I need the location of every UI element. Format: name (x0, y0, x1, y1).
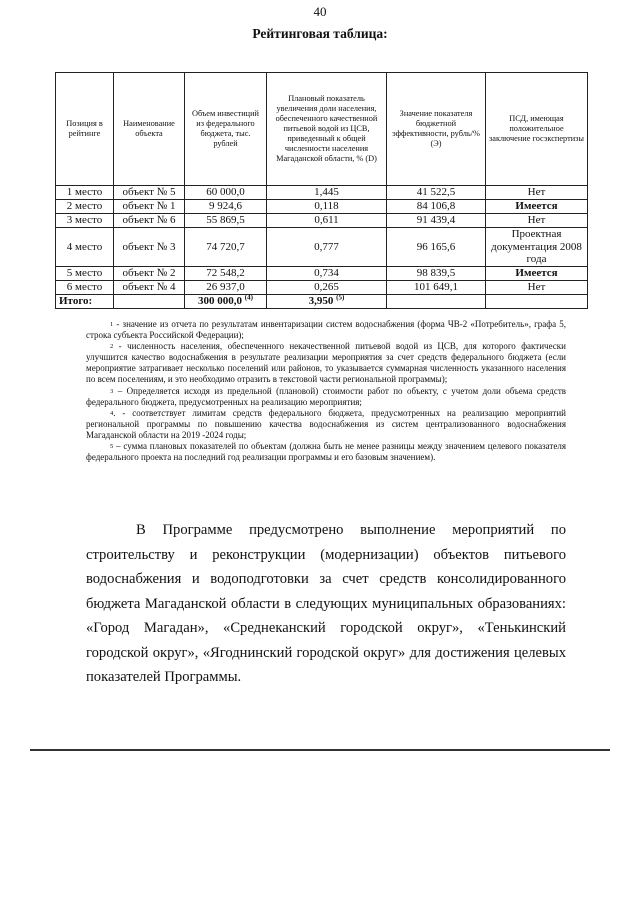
cell-indicator: 0,611 (267, 214, 387, 228)
header-psd: ПСД, имеющая положительное заключение госэкспертизы (486, 73, 588, 186)
footnote-number: 5 (110, 443, 114, 451)
cell-investment: 72 548,2 (185, 267, 267, 281)
total-indicator (267, 295, 387, 309)
table-row (56, 281, 588, 295)
cell-object: объект № 3 (114, 228, 185, 267)
footnote (86, 341, 566, 385)
cell-position: 1 место (56, 186, 114, 200)
footnote-text: - численность населения, обеспеченного некачественной питьевой водой из ЦСВ, для которого фактически улучшится качество водоснабжения в результате реализации мероприятия за счет средств федерального бюджета (если мероприятие затрагивает несколько поселений или районов, то указывается суммарная численность указанного населения по всем поселениям, и это необходимо отразить в текстовой части региональной программы); (86, 341, 566, 385)
cell-position: 4 место (56, 228, 114, 267)
cell-object: объект № 2 (114, 267, 185, 281)
footnote-text: - значение из отчета по результатам инвентаризации систем водоснабжения (форма ЧВ-2 «Потребитель», графа 5, строка субъекта Российской Федерации); (86, 319, 566, 341)
cell-investment: 9 924,6 (185, 200, 267, 214)
cell-investment: 74 720,7 (185, 228, 267, 267)
cell-indicator: 0,777 (267, 228, 387, 267)
table-row (56, 186, 588, 200)
total-indicator-value: 3,950 (308, 295, 334, 308)
cell-investment: 55 869,5 (185, 214, 267, 228)
cell-psd: Имеется (486, 200, 588, 214)
header-investment: Объем инвестиций из федерального бюджета, тыс. рублей (185, 73, 267, 186)
bottom-rule (30, 749, 610, 751)
cell-position: 6 место (56, 281, 114, 295)
cell-indicator: 0,734 (267, 267, 387, 281)
cell-psd: Проектная документация 2008 года (486, 228, 588, 267)
footnotes (86, 319, 566, 463)
total-empty-cell (387, 295, 486, 309)
cell-psd: Нет (486, 186, 588, 200)
table-row (56, 267, 588, 281)
header-efficiency: Значение показателя бюджетной эффективности, рубль/% (Э) (387, 73, 486, 186)
footnote-text: – сумма плановых показателей по объектам (должна быть не менее разницы между значением целевого показателя федерального проекта на последний год реализации программы и его базовым значением). (86, 441, 566, 463)
header-position: Позиция в рейтинге (56, 73, 114, 186)
cell-object: объект № 4 (114, 281, 185, 295)
table-row (56, 214, 588, 228)
cell-efficiency: 91 439,4 (387, 214, 486, 228)
cell-efficiency: 96 165,6 (387, 228, 486, 267)
cell-investment: 60 000,0 (185, 186, 267, 200)
footnote-number: 3 (110, 387, 114, 395)
cell-position: 5 место (56, 267, 114, 281)
page-number: 40 (313, 4, 327, 19)
header-indicator: Плановый показатель увеличения доли населения, обеспеченного качественной питьевой водой из ЦСВ, приведенный к общей численности населения Магаданской области, % (D) (267, 73, 387, 186)
table-row (56, 228, 588, 267)
cell-efficiency: 101 649,1 (387, 281, 486, 295)
footnote (86, 408, 566, 441)
total-investment-note: (4) (244, 293, 253, 302)
table-header-row (56, 73, 588, 186)
body-paragraph: В Программе предусмотрено выполнение мероприятий по строительству и реконструкции (модернизации) объектов питьевого водоснабжения и водоподготовки за счет средств консолидированного бюджета Магаданской области в следующих муниципальных образованиях: «Город Магадан», «Среднеканский городской округ», «Тенькинский городской округ», «Ягоднинский городской округ» для достижения целевых показателей Программы. (86, 522, 566, 685)
cell-efficiency: 84 106,8 (387, 200, 486, 214)
rating-table (55, 72, 588, 309)
cell-object: объект № 5 (114, 186, 185, 200)
total-investment (185, 295, 267, 309)
table-row (56, 200, 588, 214)
cell-indicator: 0,118 (267, 200, 387, 214)
cell-object: объект № 6 (114, 214, 185, 228)
total-empty-cell (114, 295, 185, 309)
footnote-text: – Определяется исходя из предельной (плановой) стоимости работ по объекту, с учетом доли объема средств федерального бюджета, предусмотренных на реализацию мероприятия; (86, 385, 566, 407)
footnote (86, 319, 566, 341)
cell-indicator: 0,265 (267, 281, 387, 295)
footnote-text: . - соответствует лимитам средств федерального бюджета, предусмотренных на реализацию мероприятий региональной программы по повышению качества водоснабжения из систем централизованного водоснабжения Магаданской области на 2019 -2024 годы; (86, 407, 566, 440)
cell-efficiency: 41 522,5 (387, 186, 486, 200)
cell-position: 2 место (56, 200, 114, 214)
cell-investment: 26 937,0 (185, 281, 267, 295)
cell-indicator: 1,445 (267, 186, 387, 200)
total-label: Итого: (56, 295, 114, 309)
total-empty-cell (486, 295, 588, 309)
total-row (56, 295, 588, 309)
table-title: Рейтинговая таблица: (252, 26, 388, 41)
footnote-number: 2 (110, 343, 114, 351)
cell-psd: Нет (486, 281, 588, 295)
header-object: Наименование объекта (114, 73, 185, 186)
footnote (86, 386, 566, 408)
cell-position: 3 место (56, 214, 114, 228)
cell-object: объект № 1 (114, 200, 185, 214)
footnote (86, 441, 566, 463)
footnote-number: 1 (110, 321, 114, 328)
cell-psd: Нет (486, 214, 588, 228)
total-indicator-note: (5) (336, 293, 345, 302)
cell-efficiency: 98 839,5 (387, 267, 486, 281)
cell-psd: Имеется (486, 267, 588, 281)
footnote-number: 4 (110, 409, 114, 417)
total-investment-value: 300 000,0 (198, 295, 243, 308)
